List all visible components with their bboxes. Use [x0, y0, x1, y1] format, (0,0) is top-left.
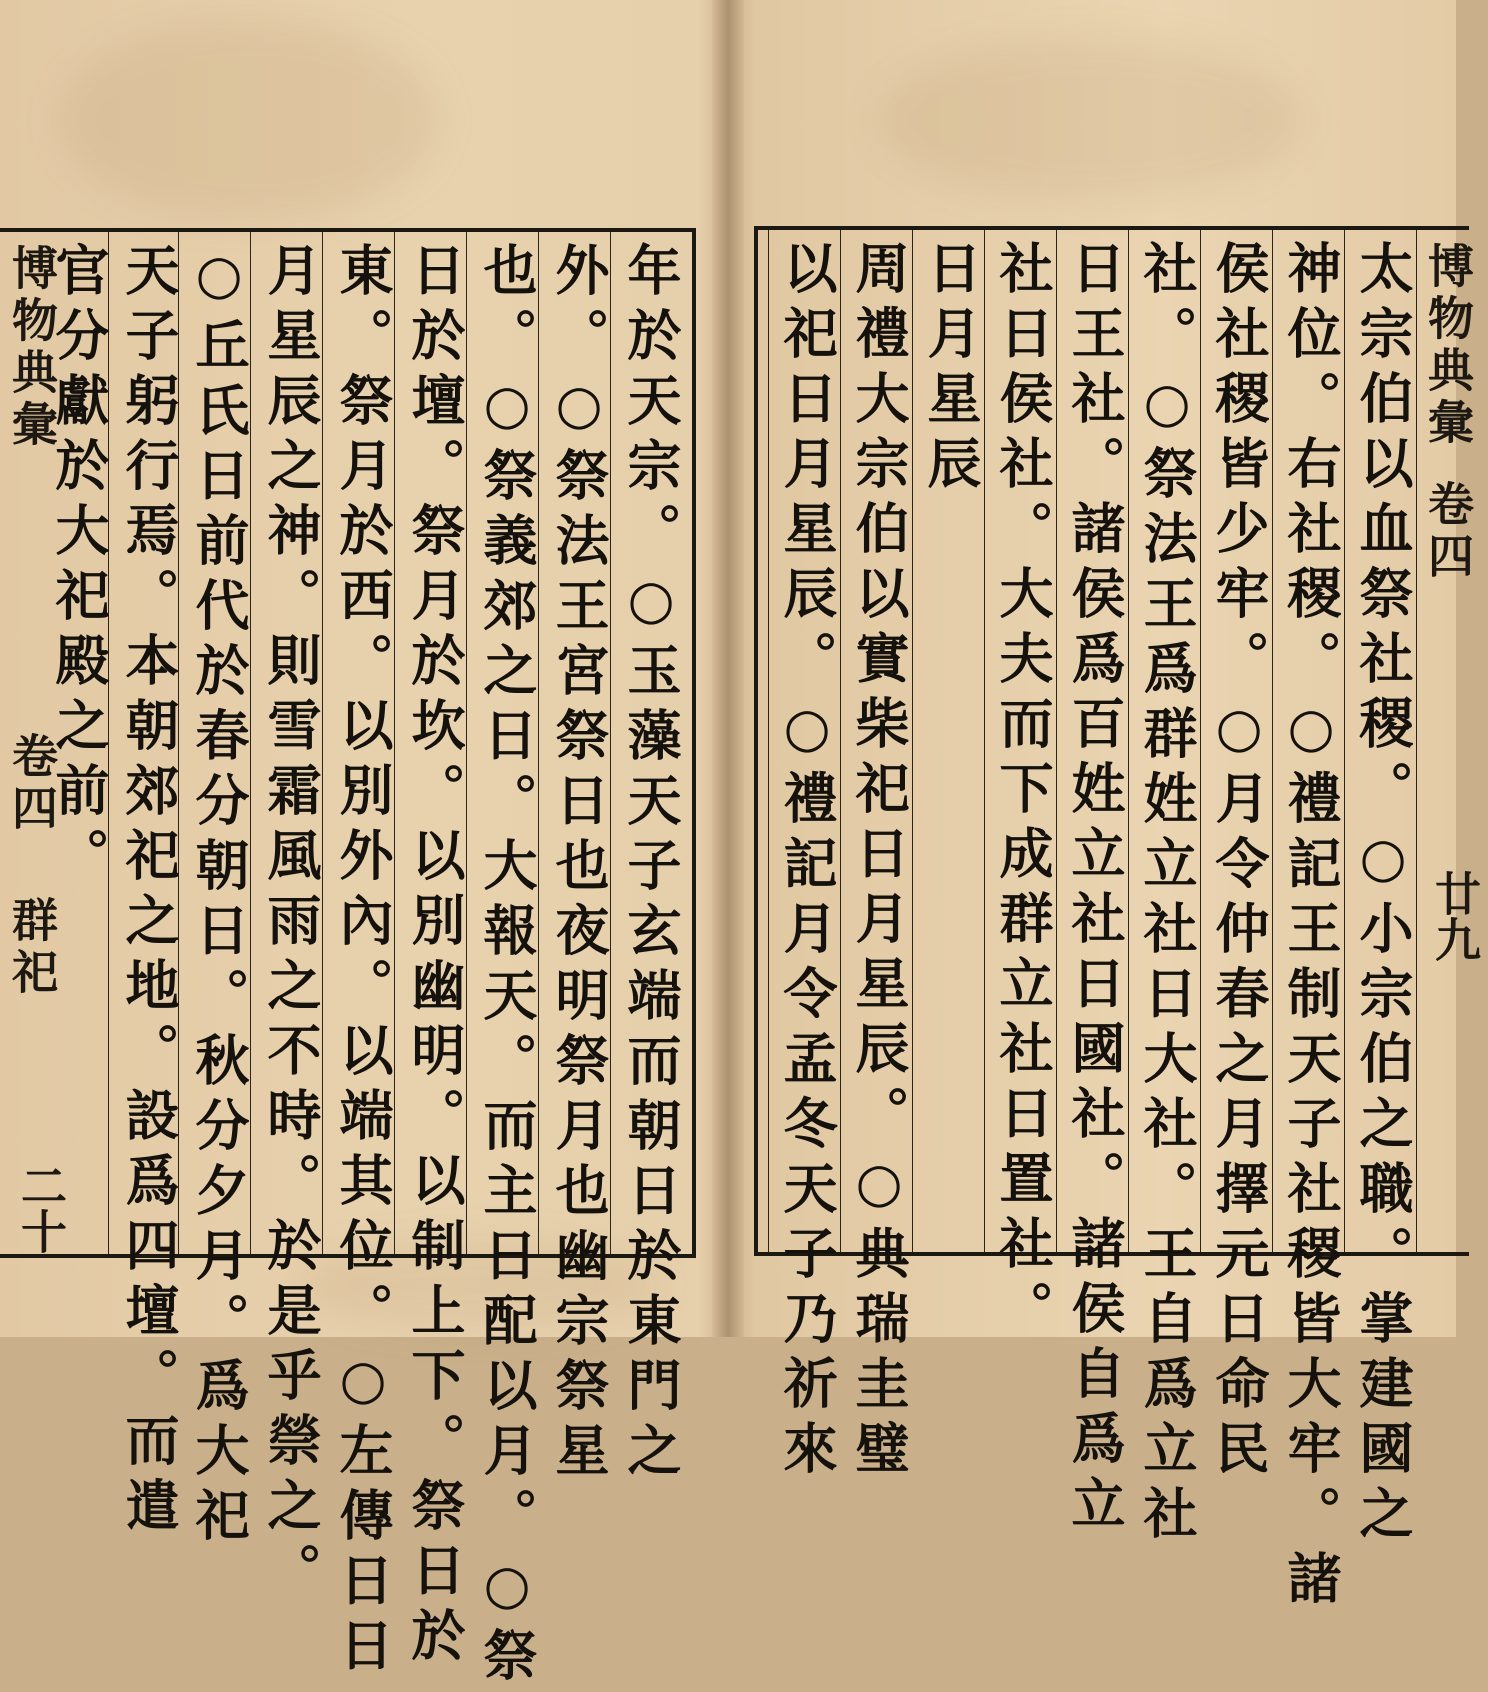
paper-stain — [60, 20, 440, 220]
right-folio-number: 廿九 — [1428, 870, 1482, 962]
left-text-column-9: 官分獻於大祀殿之前。 — [47, 242, 111, 892]
left-folio-number: 二十 — [14, 1162, 68, 1254]
column-rule — [1128, 230, 1129, 1252]
left-text-column-1: 年於天宗。○玉藻天子玄端而朝日於東門之 — [619, 242, 683, 1487]
right-text-column-4: 社。○祭法王爲群姓立社日大社。王自爲立社 — [1135, 240, 1199, 1550]
right-text-column-3: 侯社稷皆少牢。○月令仲春之月擇元日命民 — [1207, 240, 1271, 1485]
right-text-column-7: 日月星辰 — [919, 240, 983, 500]
right-page-frame — [754, 226, 1482, 1615]
right-text-column-6: 社日侯社。大夫而下成群立社日置社。 — [991, 240, 1055, 1345]
left-text-column-2: 外。○祭法王宮祭日也夜明祭月也幽宗祭星 — [547, 242, 611, 1487]
right-text-column-9: 以祀日月星辰。○禮記月令孟冬天子乃祈來 — [775, 240, 839, 1485]
column-rule — [1272, 230, 1273, 1252]
right-text-column-1: 太宗伯以血祭社稷。○小宗伯之職。掌建國之 — [1351, 240, 1415, 1550]
left-text-column-8: 天子躬行焉。本朝郊祀之地。設爲四壇。而遣 — [117, 242, 181, 1542]
left-text-column-3: 也。○祭義郊之日。大報天。而主日配以月。○祭 — [475, 242, 539, 1692]
left-text-column-5: 東。祭月於西。以別外內。以端其位。○左傳日日 — [331, 242, 395, 1682]
column-rule — [984, 230, 985, 1252]
right-margin-title: 博物典彙 — [1421, 242, 1475, 450]
column-rule — [1056, 230, 1057, 1252]
column-rule — [1200, 230, 1201, 1252]
book-gutter — [712, 0, 744, 1337]
column-rule — [840, 230, 841, 1252]
column-rule — [1416, 230, 1417, 1252]
right-text-column-5: 日王社。諸侯爲百姓立社日國社。諸侯自爲立 — [1063, 240, 1127, 1540]
right-margin-section: 卷四 — [1421, 480, 1475, 584]
left-page-frame — [0, 228, 696, 1692]
left-margin-section: 卷四 群祀 — [5, 732, 59, 1000]
column-rule — [912, 230, 913, 1252]
paper-stain — [880, 40, 1300, 200]
column-rule — [1344, 230, 1345, 1252]
right-text-column-8: 周禮大宗伯以實柴祀日月星辰。○典瑞圭璧 — [847, 240, 911, 1485]
left-text-column-4: 日於壇。祭月於坎。以別幽明。以制上下。祭日於 — [403, 242, 467, 1672]
right-text-column-2: 神位。右社稷。○禮記王制天子社稷皆大牢。諸 — [1279, 240, 1343, 1615]
left-text-column-7: ○丘氏日前代於春分朝日。秋分夕月。爲大祀 — [187, 242, 251, 1552]
left-margin-title: 博物典彙 — [5, 244, 59, 452]
column-rule — [768, 230, 769, 1252]
left-text-column-6: 月星辰之神。則雪霜風雨之不時。於是乎禜之。 — [259, 242, 323, 1607]
